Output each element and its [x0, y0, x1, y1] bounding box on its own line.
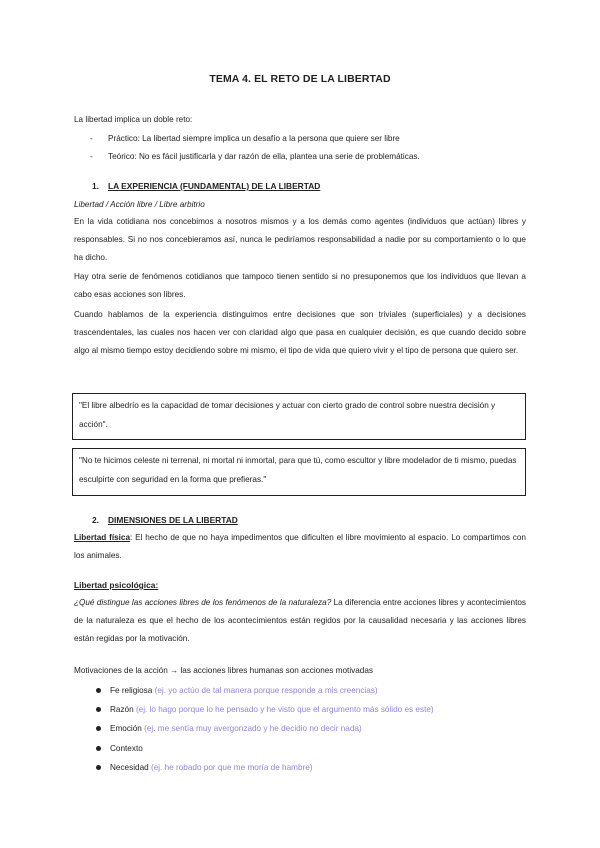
bullet-label: Emoción [110, 724, 142, 734]
section1-paragraph-1: En la vida cotidiana nos concebimos a nosotros mismos y a los demás como agentes (individuos que actúan) libres y responsables. Si no nos concebieramos así, nunca le pediríamos responsabilidad a nadie por su comportamiento o lo que ha dicho. [74, 217, 526, 263]
psicologica-question: ¿Qué distingue las acciones libres de los fenómenos de la naturaleza? [74, 598, 332, 607]
section-title: DIMENSIONES DE LA LIBERTAD [108, 515, 238, 525]
bullet-icon [96, 707, 101, 712]
section-title: LA EXPERIENCIA (FUNDAMENTAL) DE LA LIBERTAD [108, 181, 321, 191]
bullet-example: (ej. me sentía muy avergonzado y he decidio no decir nada) [144, 724, 362, 734]
bullet-example: (ej. he robado por que me moría de hambre) [150, 762, 313, 772]
quote-text: "El libre albedrío es la capacidad de tomar decisiones y actuar con cierto grado de control sobre nuestra decisión y acción". [79, 401, 496, 429]
intro-item-practico [90, 132, 400, 146]
section1-paragraph-2: Hay otra serie de fenómenos cotidianos que tampoco tienen sentido si no presuponemos que los individuos que llevan a cabo esas acciones son libres. [74, 272, 526, 300]
bullet-example: (ej. lo hago porque lo he pensado y he visto que el argumento más sólido es este) [135, 705, 434, 715]
bullet-icon [96, 765, 101, 770]
libertad-fisica-paragraph [74, 529, 526, 565]
quote-box-2 [72, 448, 526, 496]
section1-subtitle: Libertad / Acción libre / Libre arbitrio [74, 200, 205, 209]
dash-marker: - [90, 152, 93, 161]
section1-paragraph-3: Cuando hablamos de la experiencia distinguimos entre decisiones que son triviales (superficiales) y a decisiones trascendentales, las cuales nos hacen ver con claridad algo que pasa en cualquier decisión, es que cuando decido sobre algo al mismo tiempo estoy decidiendo sobre mi mismo, el tipo de vida que quiero vivir y el tipo de persona que quiero ser. [74, 310, 526, 356]
libertad-psicologica-paragraph [74, 594, 526, 649]
intro-item-text: Práctico: La libertad siempre implica un desafío a la persona que quiere ser libre [108, 134, 400, 143]
section-number: 2. [92, 515, 99, 525]
libertad-fisica-label: Libertad física [74, 533, 131, 542]
bullet-icon [96, 746, 101, 751]
libertad-fisica-text: : El hecho de que no haya impedimentos que dificulten el libre movimiento al espacio. Lo compartimos con los animales. [74, 533, 526, 561]
motivaciones-line: Motivaciones de la acción → las acciones libres humanas son acciones motivadas [74, 666, 373, 675]
bullet-label: Contexto [110, 743, 143, 753]
libertad-psicologica-heading: Libertad psicológica: [74, 580, 159, 590]
section-number: 1. [92, 181, 99, 191]
bullet-label: Fe religiosa [110, 686, 153, 695]
bullet-label: Razón [110, 705, 134, 715]
quote-text: "No te hicimos celeste ni terrenal, ni mortal ni inmortal, para que tú, como escultor y libre modelador de ti mismo, puedas esculpirte con seguridad en la forma que prefieras." [79, 456, 517, 484]
page-title: TEMA 4. EL RETO DE LA LIBERTAD [209, 73, 391, 85]
bullet-icon [96, 688, 101, 693]
section-heading-1 [92, 181, 320, 191]
intro-item-teorico [90, 150, 420, 164]
bullet-example: (ej. yo actúo de tal manera porque responde a mis creencias) [154, 686, 378, 695]
intro-text: La libertad implica un doble reto: [74, 115, 193, 124]
bullet-icon [96, 726, 101, 731]
dash-marker: - [90, 134, 93, 143]
bullet-label: Necesidad [110, 762, 149, 772]
quote-box-1 [72, 393, 526, 440]
section-heading-2 [92, 515, 238, 525]
psicologica-text: La diferencia entre acciones libres y acontecimientos de la naturaleza es que el hecho de los acontecimientos están regidos por la causalidad necesaria y las acciones libres están regidas por la motivación. [74, 598, 526, 644]
intro-item-text: Teórico: No es fácil justificarla y dar razón de ella, plantea una serie de problemáticas. [108, 152, 420, 161]
